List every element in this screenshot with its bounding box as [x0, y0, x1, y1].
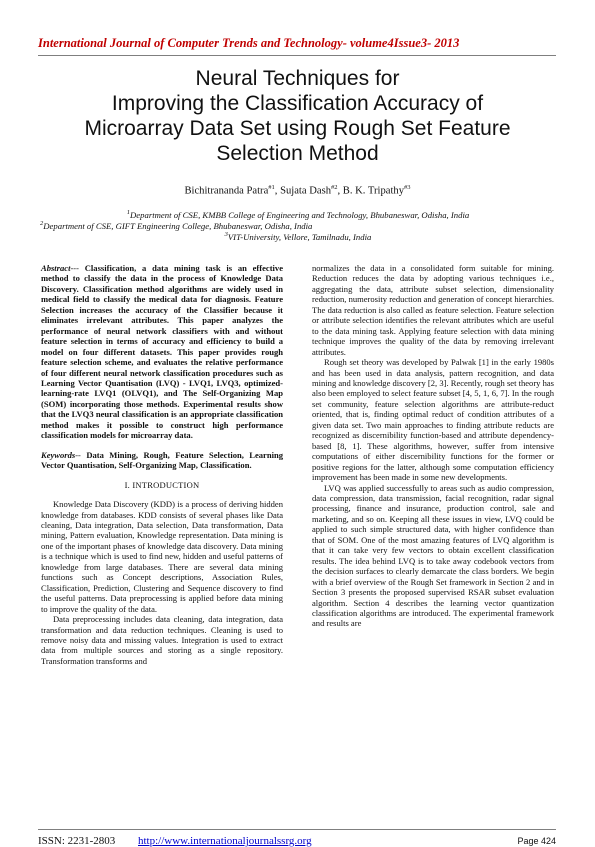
journal-header: International Journal of Computer Trends and Technology- volume4Issue3- 2013: [38, 36, 460, 50]
journal-url-link[interactable]: http://www.internationaljournalssrg.org: [138, 835, 312, 847]
abstract: [41, 263, 283, 441]
right-column: [312, 263, 554, 629]
affiliation-2: [40, 220, 560, 231]
issn-label: ISSN: 2231-2803: [38, 835, 116, 847]
affiliation-1: [38, 209, 558, 220]
affiliation-3-text: VIT-University, Vellore, Tamilnadu, India: [227, 231, 372, 242]
keywords-label: Keywords--: [41, 449, 81, 460]
keywords-text: Data Mining, Rough, Feature Selection, Learning Vector Quantisation, Self-Organizing Map, Classification.: [41, 449, 283, 471]
affiliation-1-text: Department of CSE, KMBB College of Engineering and Technology, Bhubaneswar, Odisha, India: [130, 209, 470, 220]
header-divider: [38, 55, 556, 56]
affiliation-3: [38, 231, 558, 242]
intro-paragraph-5: LVQ was applied successfully to areas such as audio compression, data compression, data transmission, facial recognition, radar signal processing, finance and insurance, production control, sale and marketing, and so on. Keeping all these issues in view, LVQ could be applied to such simple structured data, with higher confidence than that of SOM. One of the most amazing features of LVQ algorithm is that it can take very few vectors to obtain excellent classification results. The idea behind LVQ is to take away codebook vectors from the decision surfaces to clearly demarcate the class borders. We begin with a brief overview of the Rough Set framework in Section 2 and in Section 3 presents the proposed supervised RSAR subset evaluation algorithm. Section 4 describes the learning vector quantization classification algorithms are introduced. The experimental framework and results are: [312, 482, 554, 629]
section-heading-introduction: I. INTRODUCTION: [124, 479, 200, 490]
left-column: [41, 263, 283, 666]
footer-divider: [38, 829, 556, 830]
author-1: Bichitrananda Patra: [184, 185, 269, 197]
keywords: [41, 450, 283, 471]
title-line-4: Selection Method: [216, 142, 379, 165]
affiliation-2-marker: 2: [40, 220, 44, 227]
abstract-text: Classification, a data mining task is an effective method to classify the data in the process of Knowledge Data Discovery. Classification method algorithms are widely used in medical field to classify the medical data for diagnosis. Feature Selection increases the accuracy of the Classifier because it eliminates irrelevant attributes. This paper analyzes the performance of neural network classifiers with and without feature selection in terms of accuracy and efficiency to build a model on four different datasets. This paper provides rough feature selection scheme, and evaluates the relative performance of four different neural network classification procedures such as Learning Vector Quantisation (LVQ) - LVQ1, LVQ3, optimized-learning-rate LVQ1 (OLVQ1), and The Self-Organizing Map (SOM) incorporating those methods. Experimental results show that the LVQ3 neural classification is an appropriate classification method makes it possible to construct high performance classification models for microarray data.: [41, 263, 283, 441]
paper-title: [40, 66, 555, 166]
affiliation-3-marker: 3: [224, 231, 228, 238]
author-2: , Sujata Dash: [274, 185, 331, 197]
affiliation-1-marker: 1: [126, 209, 131, 216]
intro-paragraph-4: Rough set theory was developed by Palwak [1] in the early 1980s and has been used in data analysis, pattern recognition, and data mining and knowledge discovery [2, 3]. Recently, rough set theory has also been employed to select feature subset [4, 5, 1, 6, 7]. In the rough set community, feature selection algorithms are attribute-reduct oriented, that is, finding optimal reduct of condition attributes of a given data set. Two main approaches to finding attribute reducts are recognized as discernibility function-based and attribute dependency-based [8, 1]. These algorithms, however, suffer from intensive computations of either discernibility functions for the former or positive regions for the latter, although some computation efficiency improvement has been made in some new developments.: [312, 357, 554, 483]
author-1-marker: #1: [268, 184, 275, 191]
author-2-marker: #2: [331, 184, 338, 191]
author-list: [40, 184, 555, 197]
abstract-label: Abstract---: [41, 263, 79, 273]
author-3-marker: #3: [404, 184, 411, 191]
title-line-3: Microarray Data Set using Rough Set Feature: [84, 117, 511, 140]
title-line-1: Neural Techniques for: [195, 67, 400, 90]
intro-paragraph-2: Data preprocessing includes data cleaning, data integration, data transformation and data reduction techniques. Cleaning is used to remove noisy data and missing values. Integration is used to extract data from multiple sources and storing as a single repository. Transformation transforms and: [41, 614, 283, 666]
intro-paragraph-3: normalizes the data in a consolidated form suitable for mining. Reduction reduces the data by adopting various techniques i.e., aggregating the data, attribute subset selection, dimensionality reduction, numerosity reduction and generation of concept hierarchies. The data reduction is also called as feature selection. Feature selection or attribute selection identifies the relevant attributes which are useful to the data mining task. Applying feature selection with data mining technique improves the quality of the data by removing irrelevant attributes.: [312, 263, 554, 357]
title-line-2: Improving the Classification Accuracy of: [111, 92, 484, 115]
page-number: Page 424: [517, 836, 556, 846]
affiliation-2-text: Department of CSE, GIFT Engineering College, Bhubaneswar, Odisha, India: [43, 220, 313, 231]
author-3: , B. K. Tripathy: [337, 185, 405, 197]
intro-paragraph-1: Knowledge Data Discovery (KDD) is a process of deriving hidden knowledge from databases. KDD consists of several phases like Data cleaning, Data integration, Data selection, Data transformation, Data mining, Pattern evaluation, Knowledge representation. Data mining is one of the important phases of knowledge data discovery. Data mining is a technique which is used to find new, hidden and useful patterns of knowledge from large databases. There are several data mining functions such as Concept descriptions, Association Rules, Classification, Prediction, Clustering and Sequence discovery to find the useful patterns. Data preprocessing is applied before data mining to improve the quality of the data.: [41, 499, 283, 614]
